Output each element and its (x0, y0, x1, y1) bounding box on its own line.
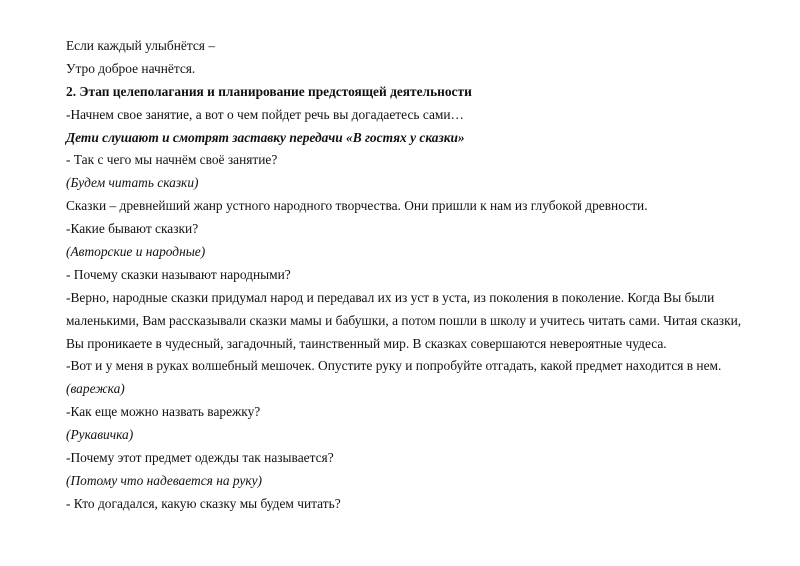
stage-direction: Дети слушают и смотрят заставку передачи «В гостях у сказки» (66, 129, 465, 145)
paragraph-line: -Начнем свое занятие, а вот о чем пойдет речь вы догадаетесь сами… (66, 106, 464, 122)
student-answer: (Авторские и народные) (66, 244, 206, 260)
paragraph-line: Сказки – древнейший жанр устного народного творчества. Они пришли к нам из глубокой древности. (66, 198, 648, 214)
paragraph-line: -Вот и у меня в руках волшебный мешочек. Опустите руку и попробуйте отгадать, какой предмет находится в нем. (66, 358, 722, 374)
teacher-question: -Какие бывают сказки? (66, 221, 199, 237)
poem-line-2: Утро доброе начнётся. (66, 60, 196, 76)
section-heading: 2. Этап целеполагания и планирование предстоящей деятельности (66, 83, 472, 99)
teacher-question: - Кто догадался, какую сказку мы будем читать? (66, 495, 341, 511)
teacher-question: - Почему сказки называют народными? (66, 266, 291, 282)
student-answer: (варежка) (66, 381, 125, 397)
paragraph-line: Вы проникаете в чудесный, загадочный, таинственный мир. В сказках совершаются невероятные чудеса. (66, 335, 667, 351)
teacher-question: - Так с чего мы начнём своё занятие? (66, 152, 278, 168)
student-answer: (Будем читать сказки) (66, 175, 199, 191)
teacher-question: -Почему этот предмет одежды так называется? (66, 450, 334, 466)
teacher-question: -Как еще можно назвать варежку? (66, 404, 261, 420)
student-answer: (Потому что надевается на руку) (66, 472, 263, 488)
document-body (66, 35, 756, 516)
paragraph-line: -Верно, народные сказки придумал народ и передавал их из уст в уста, из поколения в поколение. Когда Вы были (66, 289, 715, 305)
paragraph-line: маленькими, Вам рассказывали сказки мамы и бабушки, а потом пошли в школу и учитесь читать сами. Читая сказки, (66, 312, 742, 328)
poem-line-1: Если каждый улыбнётся – (66, 38, 216, 53)
student-answer: (Рукавичка) (66, 427, 134, 443)
